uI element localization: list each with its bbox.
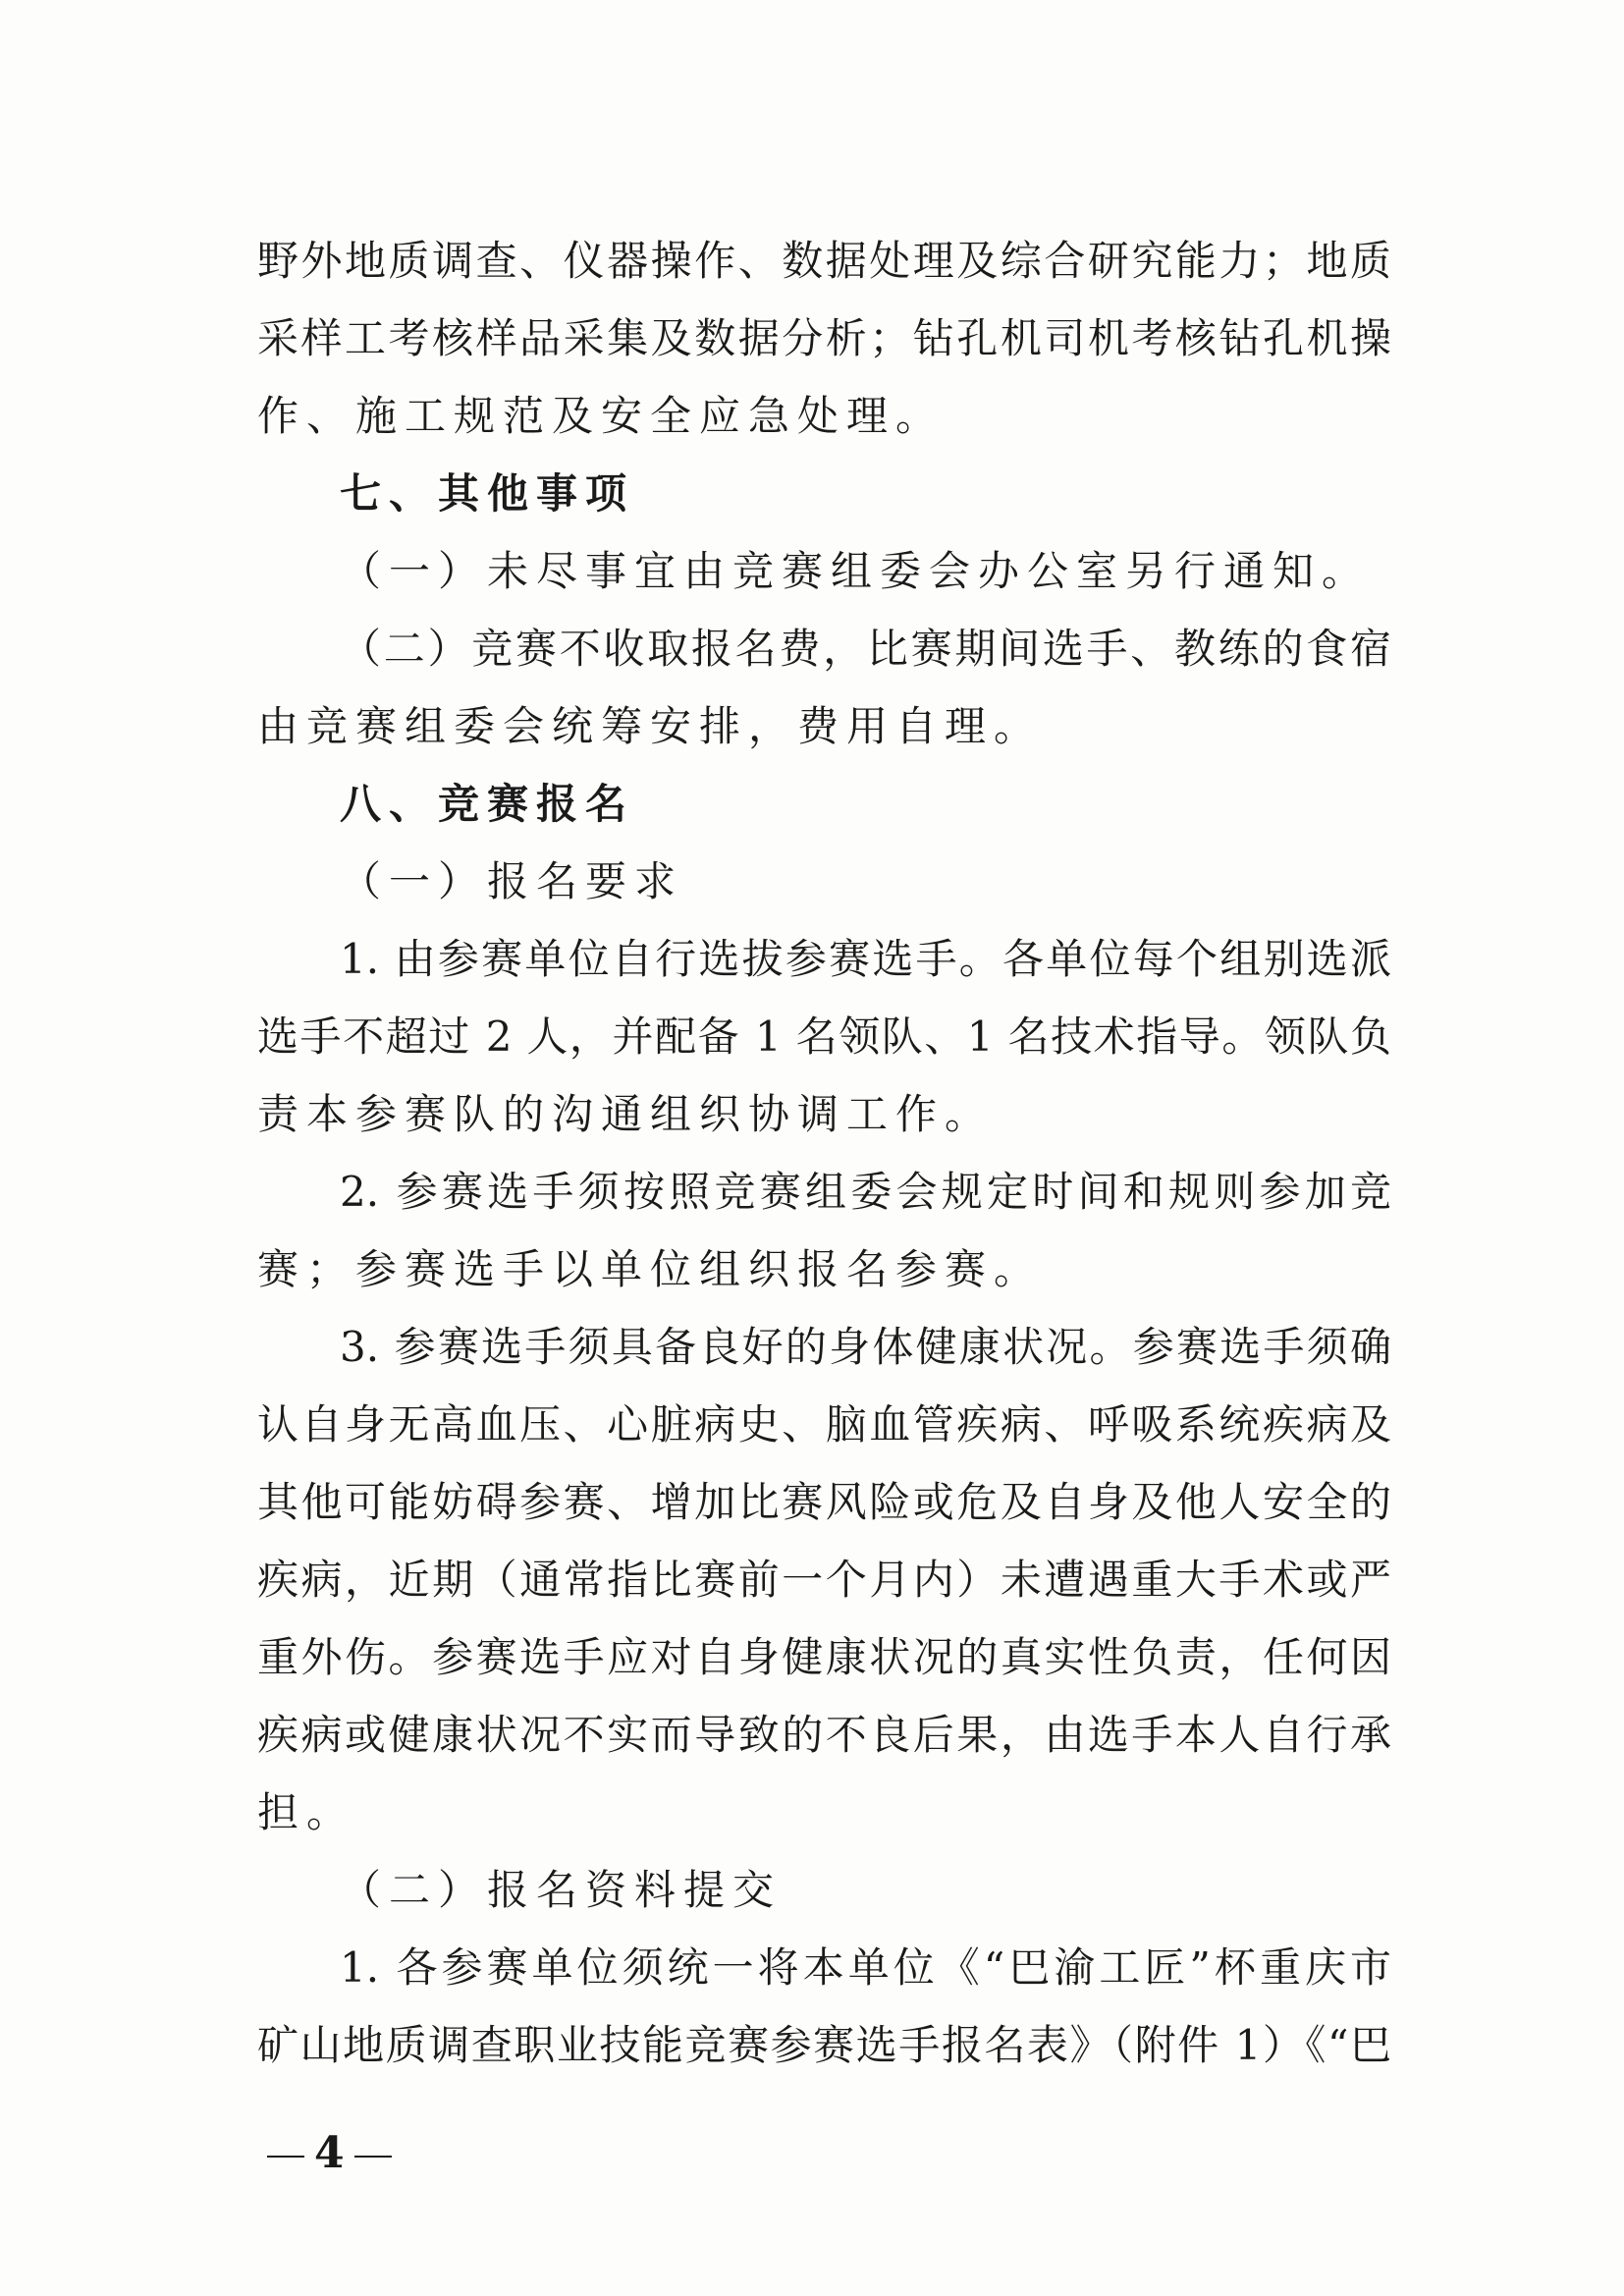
body-line: 其他可能妨碍参赛、增加比赛风险或危及自身及他人安全的 [257, 1478, 1391, 1526]
body-line: 责本参赛队的沟通组织协调工作。 [257, 1090, 995, 1138]
footer-dash-left [267, 2156, 304, 2158]
body-line: 矿山地质调查职业技能竞赛参赛选手报名表》（附件 1）《“巴 [257, 2021, 1391, 2069]
body-line: 3. 参赛选手须具备良好的身体健康状况。参赛选手须确 [340, 1323, 1391, 1371]
body-line: 担。 [257, 1788, 356, 1836]
subsection-heading-requirements: （一）报名要求 [340, 857, 684, 905]
document-body [257, 222, 1391, 2084]
body-line: 采样工考核样品采集及数据分析；钻孔机司机考核钻孔机操 [257, 314, 1391, 362]
body-line: 疾病或健康状况不实而导致的不良后果，由选手本人自行承 [257, 1711, 1391, 1759]
page-footer [257, 2129, 402, 2178]
section-heading-registration: 八、竞赛报名 [340, 780, 635, 828]
body-line: 选手不超过 2 人，并配备 1 名领队、1 名技术指导。领队负 [257, 1012, 1391, 1061]
body-line: 由竞赛组委会统筹安排，费用自理。 [257, 702, 1044, 750]
body-line: 2. 参赛选手须按照竞赛组委会规定时间和规则参加竞 [340, 1168, 1391, 1216]
body-line: 疾病，近期（通常指比赛前一个月内）未遭遇重大手术或严 [257, 1556, 1391, 1604]
subsection-heading-submission: （二）报名资料提交 [340, 1866, 783, 1914]
body-line: 赛；参赛选手以单位组织报名参赛。 [257, 1245, 1044, 1293]
body-line: （一）未尽事宜由竞赛组委会办公室另行通知。 [340, 547, 1372, 595]
body-line: 1. 各参赛单位须统一将本单位《“巴渝工匠”杯重庆市 [340, 1943, 1391, 1992]
footer-dash-right [354, 2156, 392, 2158]
body-line: 认自身无高血压、心脏病史、脑血管疾病、呼吸系统疾病及 [257, 1400, 1391, 1449]
body-line: 作、施工规范及安全应急处理。 [257, 392, 946, 440]
body-line: 重外伤。参赛选手应对自身健康状况的真实性负责，任何因 [257, 1633, 1391, 1681]
page-number: 4 [314, 2128, 345, 2178]
body-line: 1. 由参赛单位自行选拔参赛选手。各单位每个组别选派 [340, 935, 1391, 983]
section-heading-other-matters: 七、其他事项 [340, 469, 635, 518]
body-line: 野外地质调查、仪器操作、数据处理及综合研究能力；地质 [257, 237, 1391, 285]
body-line: （二）竞赛不收取报名费，比赛期间选手、教练的食宿 [340, 625, 1391, 673]
